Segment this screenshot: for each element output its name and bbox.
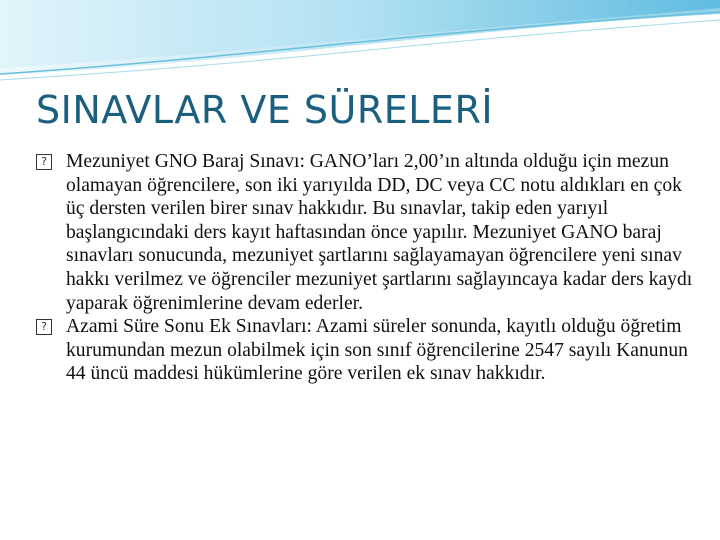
slide-title: SINAVLAR VE SÜRELERİ: [36, 88, 494, 132]
slide-body: [36, 150, 696, 386]
missing-glyph-icon: ?: [36, 154, 52, 170]
bullet-text: Azami Süre Sonu Ek Sınavları: Azami süreler sonunda, kayıtlı olduğu öğretim kurumundan mezun olabilmek için son sınıf öğrencilerine 2547 sayılı Kanunun 44 üncü maddesi hükümlerine göre verilen ek sınav hakkıdır.: [66, 316, 688, 385]
bullet-item: [36, 315, 696, 386]
missing-glyph-icon: ?: [36, 319, 52, 335]
bullet-text: Mezuniyet GNO Baraj Sınavı: GANO’ları 2,00’ın altında olduğu için mezun olamayan öğrencilere, son iki yarıyılda DD, DC veya CC notu aldıkları en çok üç dersten verilen birer sınav hakkıdır. Bu sınavlar, takip eden yarıyıl başlangıcındaki ders kayıt haftasından önce yapılır. Mezuniyet GANO baraj sınavları sonucunda, mezuniyet şartlarını sağlayamayan öğrencilere yeni sınav hakkı verilmez ve öğrenciler mezuniyet şartlarını sağlayıncaya kadar ders kaydı yaparak öğrenimlerine devam ederler.: [66, 151, 693, 314]
bullet-item: [36, 150, 696, 315]
